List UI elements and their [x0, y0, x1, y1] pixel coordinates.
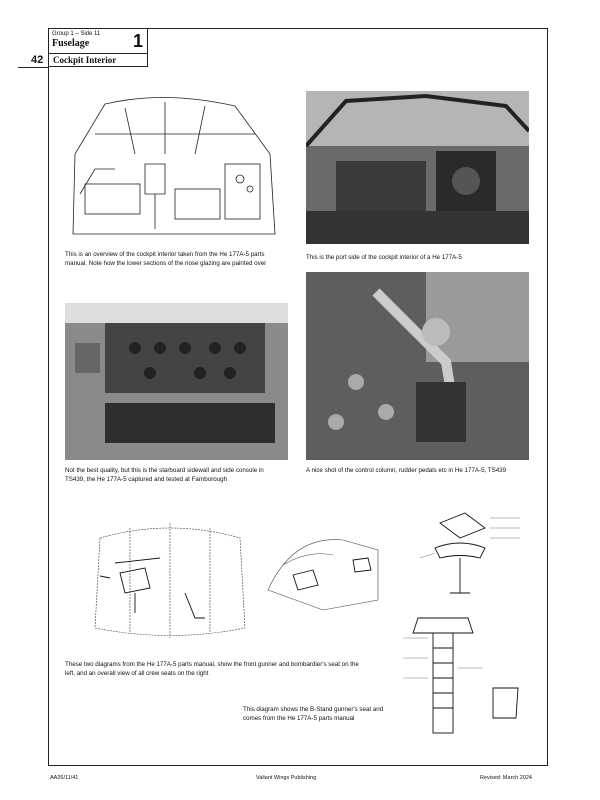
crew-seats-diagram — [263, 530, 383, 615]
caption-starboard-sidewall: Not the best quality, but this is the starboard sidewall and side console in TS439, the He 177A-5 captured and tested at Farnborough — [65, 467, 264, 483]
caption-control-column: A nice shot of the control column, rudder pedals etc in He 177A-5, TS439 — [306, 467, 507, 474]
header-rule — [18, 67, 48, 68]
caption-port-side: This is the port side of the cockpit interior of a He 177A-5 — [306, 254, 462, 261]
caption-cockpit-overview: This is an overview of the cockpit interior taken from the He 177A-5 parts manual. Note how the lower sections of the nose glazing are painted over — [65, 251, 267, 267]
subsection-title: Cockpit Interior — [53, 55, 117, 65]
cockpit-overview-drawing — [65, 94, 279, 242]
b-stand-seat-diagram — [398, 608, 528, 748]
caption-seat-diagrams: These two diagrams from the He 177A-5 parts manual, show the front gunner and bombardier's seat on the left, and an overall view of all crew seats on the right — [65, 661, 359, 677]
caption-b-stand-seat: This diagram shows the B-Stand gunner's seat and comes from the He 177A-5 parts manual — [243, 706, 384, 722]
footer-center: Valiant Wings Publishing — [256, 775, 317, 781]
footer-right: Revised: March 2024 — [480, 775, 532, 781]
page-number: 42 — [31, 54, 44, 66]
control-column-photo — [306, 272, 529, 460]
section-header — [31, 28, 148, 67]
front-gunner-seat-diagram — [90, 518, 250, 643]
starboard-sidewall-photo — [65, 303, 288, 460]
footer-left: AA26/11/41 — [50, 775, 79, 781]
section-title: Fuselage — [52, 38, 90, 49]
group-label: Group 1 – Side 11 — [52, 31, 101, 37]
port-side-photo — [306, 91, 529, 244]
section-number: 1 — [132, 31, 143, 51]
subheader — [31, 54, 147, 67]
seat-detail-diagram — [410, 508, 528, 600]
